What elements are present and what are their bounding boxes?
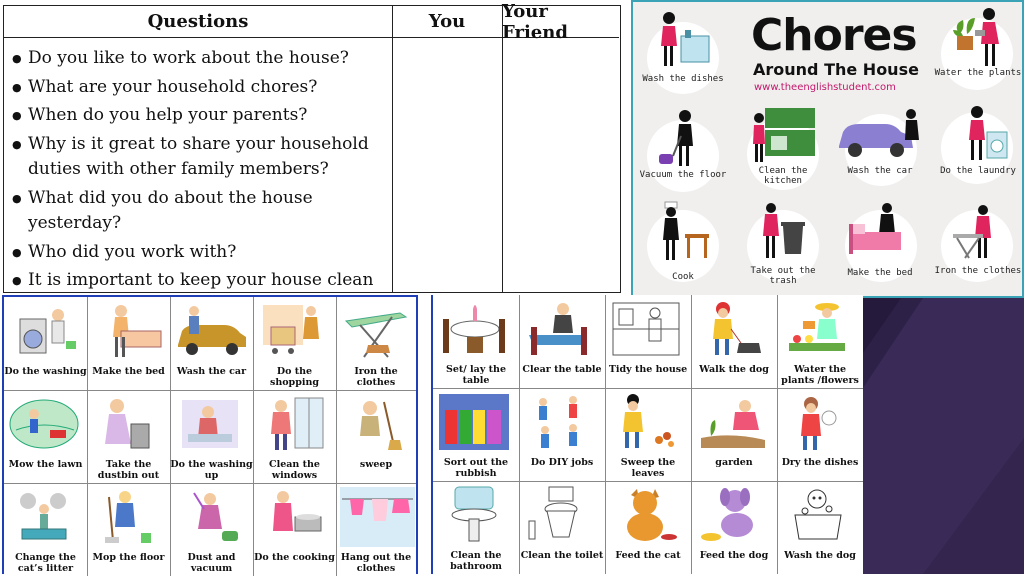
- question-item: ● Why is it great to share your household duties with other family members?: [12, 132, 390, 183]
- chore-card: [170, 390, 253, 483]
- bed-icon: [847, 198, 913, 262]
- question-item: ● What did you do about the house yesterday?: [12, 186, 390, 237]
- cooking-icon: [257, 487, 332, 547]
- poster-url: www.theenglishstudent.com: [754, 82, 896, 93]
- chore-card: [605, 481, 691, 574]
- column-divider: [392, 6, 393, 292]
- header-you: You: [392, 6, 502, 38]
- wash-dog-icon: [781, 485, 856, 545]
- chore-card: [691, 388, 777, 481]
- chore-label: Clear the table: [522, 364, 602, 375]
- recycling-bins-icon: [437, 392, 512, 452]
- cat-litter-icon: [8, 487, 83, 547]
- questions-table: [3, 0, 621, 293]
- water-plants-icon: [949, 4, 1013, 70]
- washing-up-icon: [174, 394, 249, 454]
- chore-label: Mop the floor: [92, 552, 165, 563]
- chore-label: Wash the dog: [784, 550, 856, 561]
- chore-label: Take the dustbin out: [97, 459, 160, 481]
- bathroom-sink-icon: [437, 485, 512, 545]
- dog-icon: [695, 485, 770, 545]
- poster-item-label: Water the plants: [934, 68, 1022, 78]
- chore-label: Wash the car: [176, 366, 247, 377]
- washing-machine-icon: [8, 301, 83, 361]
- chore-label: Clean the bathroom: [450, 550, 502, 572]
- vacuum-icon: [655, 106, 715, 170]
- poster-item-label: Iron the clothes: [934, 266, 1022, 276]
- chore-card: [433, 295, 519, 388]
- poster-item-label: Make the bed: [847, 268, 913, 278]
- chore-card: [253, 483, 336, 576]
- question-item: ● What are your household chores?: [12, 75, 390, 101]
- poster-item-label: Do the laundry: [940, 166, 1016, 176]
- chore-label: Dry the dishes: [781, 457, 859, 468]
- shopping-icon: [257, 301, 332, 361]
- chore-card: [433, 388, 519, 481]
- questions-list: [12, 46, 390, 322]
- set-table-icon: [437, 299, 512, 359]
- laundry-icon: [949, 102, 1009, 166]
- header-questions: Questions: [4, 6, 392, 38]
- chore-card: [777, 388, 863, 481]
- chore-label: Clean the toilet: [520, 550, 604, 561]
- chore-label: Walk the dog: [699, 364, 769, 375]
- toilet-icon: [523, 485, 598, 545]
- clothesline-icon: [340, 487, 415, 547]
- chore-card: [87, 390, 170, 483]
- chore-card: [605, 295, 691, 388]
- chore-card: [433, 481, 519, 574]
- question-item: ● Who did you work with?: [12, 240, 390, 266]
- chore-label: Feed the cat: [615, 550, 681, 561]
- chore-label: Iron the clothes: [354, 366, 398, 388]
- chore-card: [777, 295, 863, 388]
- slide-background: [863, 298, 1024, 574]
- make-bed-icon: [91, 301, 166, 361]
- header-your-friend: Your Friend: [502, 6, 619, 38]
- kitchen-icon: [751, 106, 817, 166]
- chore-label: Do DIY jobs: [530, 457, 594, 468]
- question-item: ● When do you help your parents?: [12, 103, 390, 129]
- poster-item-label: Cook: [672, 272, 694, 282]
- chore-card: [4, 297, 87, 390]
- question-item: ● It is important to keep your house clean: [12, 268, 390, 319]
- dust-vacuum-icon: [174, 487, 249, 547]
- sweep-leaves-icon: [609, 392, 684, 452]
- poster-title: Chores: [751, 10, 917, 61]
- chore-label: Mow the lawn: [8, 459, 83, 470]
- wash-dishes-icon: [655, 6, 715, 70]
- chore-card: [336, 297, 416, 390]
- chore-label: Do the washing up: [170, 459, 253, 481]
- chores-grid-left: [2, 295, 418, 574]
- chore-label: Sort out the rubbish: [443, 457, 509, 479]
- question-item: ● Do you like to work about the house?: [12, 46, 390, 72]
- chore-card: [519, 295, 605, 388]
- chore-card: [336, 483, 416, 576]
- walk-dog-icon: [695, 299, 770, 359]
- diy-jobs-icon: [523, 392, 598, 452]
- chore-card: [170, 297, 253, 390]
- chores-poster: [631, 0, 1024, 298]
- clear-table-icon: [523, 299, 598, 359]
- poster-item-label: Wash the dishes: [642, 74, 724, 84]
- iron-icon: [951, 200, 1011, 264]
- car-icon: [833, 106, 923, 162]
- dustbin-icon: [91, 394, 166, 454]
- lawnmower-icon: [8, 394, 83, 454]
- tidy-house-icon: [609, 299, 684, 359]
- poster-item-label: Vacuum the floor: [639, 170, 727, 180]
- chore-card: [4, 483, 87, 576]
- slide-decoration: [863, 298, 1024, 574]
- chore-label: Do the cooking: [254, 552, 335, 563]
- clean-windows-icon: [257, 394, 332, 454]
- chore-card: [519, 481, 605, 574]
- dry-dishes-icon: [781, 392, 856, 452]
- chore-card: [336, 390, 416, 483]
- chore-label: Change the cat’s litter: [15, 552, 76, 574]
- chore-card: [253, 297, 336, 390]
- ironing-board-icon: [340, 301, 415, 361]
- chore-label: sweep: [359, 459, 393, 470]
- mop-icon: [91, 487, 166, 547]
- chore-label: Make the bed: [92, 366, 165, 377]
- chore-card: [170, 483, 253, 576]
- chore-label: Sweep the leaves: [620, 457, 676, 479]
- poster-item-label: Wash the car: [847, 166, 913, 176]
- chore-card: [253, 390, 336, 483]
- chore-card: [691, 481, 777, 574]
- chore-label: Tidy the house: [608, 364, 688, 375]
- column-divider: [502, 6, 503, 292]
- chore-label: Clean the windows: [269, 459, 320, 481]
- chore-label: Feed the dog: [699, 550, 769, 561]
- chore-card: [777, 481, 863, 574]
- water-flowers-icon: [781, 299, 856, 359]
- sweep-icon: [340, 394, 415, 454]
- wash-car-icon: [174, 301, 249, 361]
- chore-label: Dust and vacuum: [187, 552, 236, 574]
- gardening-icon: [695, 392, 770, 452]
- poster-item-label: Clean the kitchen: [758, 166, 808, 186]
- cook-icon: [657, 200, 717, 264]
- chore-label: Water the plants /flowers: [781, 364, 859, 386]
- chore-label: Do the washing: [4, 366, 87, 377]
- poster-item-label: Take out the trash: [750, 266, 816, 286]
- chores-grid-right: [431, 295, 863, 574]
- chore-label: Do the shopping: [269, 366, 320, 388]
- chore-label: Hang out the clothes: [340, 552, 412, 574]
- chore-card: [87, 483, 170, 576]
- poster-subtitle: Around The House: [753, 60, 919, 79]
- chore-label: garden: [715, 457, 753, 468]
- chore-label: Set/ lay the table: [445, 364, 506, 386]
- chore-card: [605, 388, 691, 481]
- trash-icon: [757, 198, 817, 262]
- chore-card: [87, 297, 170, 390]
- chore-card: [691, 295, 777, 388]
- cat-icon: [609, 485, 684, 545]
- chore-card: [4, 390, 87, 483]
- chore-card: [519, 388, 605, 481]
